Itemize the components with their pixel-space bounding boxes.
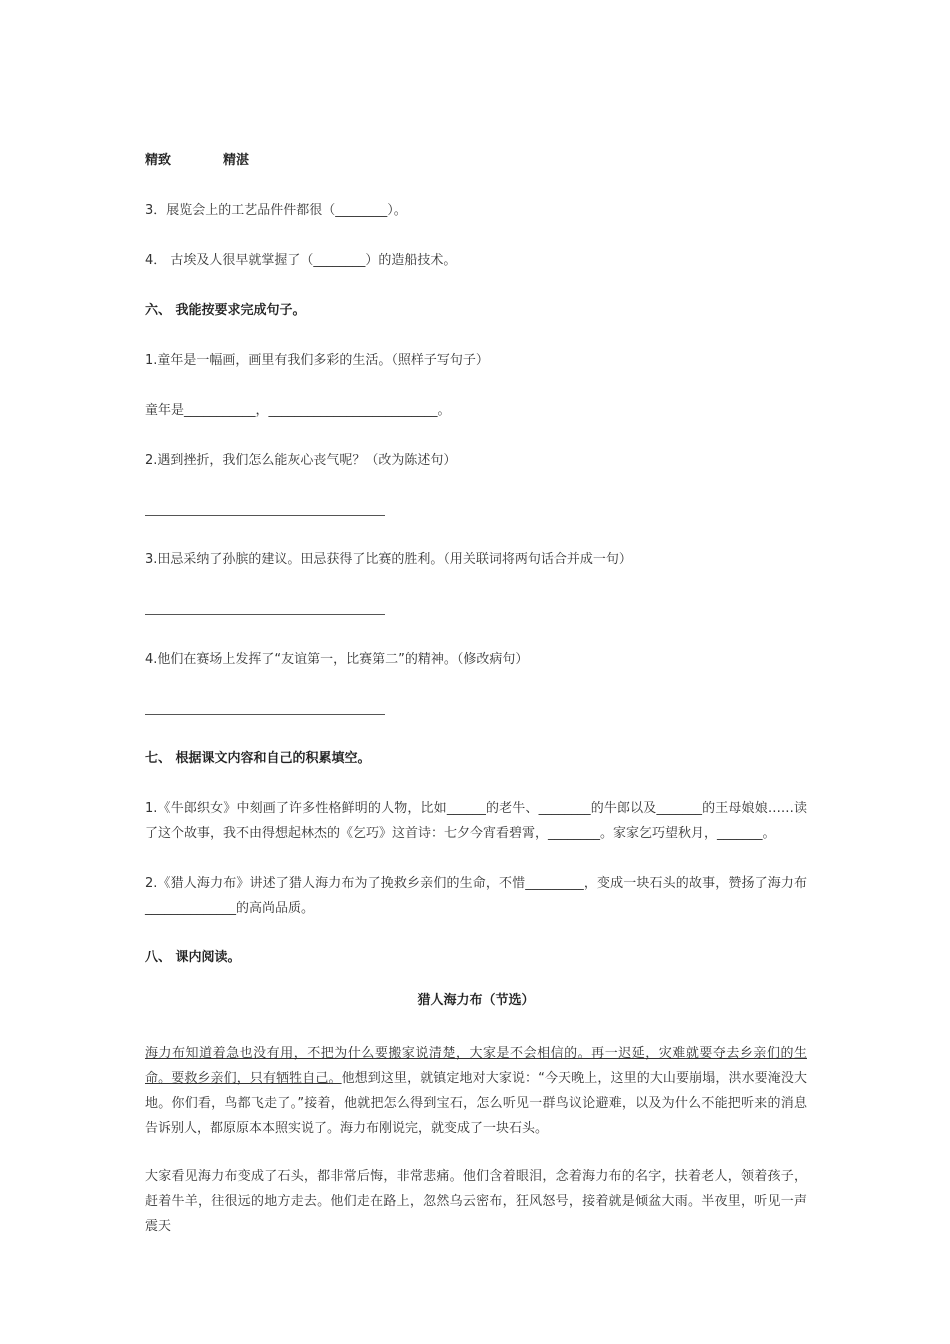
section-6-item-1-answer: 童年是___________，__________________________。 <box>145 403 451 418</box>
passage-paragraph-1 <box>145 1041 807 1141</box>
section-6-item-3: 3.田忌采纳了孙膑的建议。田忌获得了比赛的胜利。（用关联词将两句话合并成一句） <box>145 552 632 567</box>
section-7-item-2: 2.《猎人海力布》讲述了猎人海力布为了挽救乡亲们的生命，不惜_________，变成一块石头的故事，赞扬了海力布______________的高尚品质。 <box>145 876 807 916</box>
section-7-heading: 七、 根据课文内容和自己的积累填空。 <box>145 751 371 766</box>
word-choice-2: 精湛 <box>223 153 250 168</box>
answer-line-2 <box>145 515 385 516</box>
word-choices <box>145 153 249 169</box>
question-3: 3．展览会上的工艺品件件都很（________）。 <box>145 203 407 218</box>
section-6-item-1: 1.童年是一幅画，画里有我们多彩的生活。（照样子写句子） <box>145 353 489 368</box>
underlined-sentence: 海力布知道着急也没有用，不把为什么要搬家说清楚，大家是不会相信的。再一迟延，灾难就要夺去乡亲们的生命。要救乡亲们，只有牺牲自己。 <box>145 1046 807 1086</box>
section-6-heading: 六、 我能按要求完成句子。 <box>145 303 306 318</box>
answer-line-3 <box>145 614 385 615</box>
passage-title: 猎人海力布（节选） <box>417 993 535 1008</box>
section-7-item-1: 1.《牛郎织女》中刻画了许多性格鲜明的人物，比如______的老牛、________的牛郎以及_______的王母娘娘……读了这个故事，我不由得想起林杰的《乞巧》这首诗：七夕今宵看碧霄，________。家家乞巧望秋月，_______。 <box>145 801 807 841</box>
word-choice-1: 精致 <box>145 153 172 168</box>
section-6-item-2: 2.遇到挫折，我们怎么能灰心丧气呢？（改为陈述句） <box>145 453 457 468</box>
section-6-item-4: 4.他们在赛场上发挥了“友谊第一，比赛第二”的精神。（修改病句） <box>145 652 529 667</box>
passage-paragraph-1-rest: 他想到这里，就镇定地对大家说：“今天晚上，这里的大山要崩塌，洪水要淹没大地。你们看，鸟都飞走了。”接着，他就把怎么得到宝石，怎么听见一群鸟议论避难，以及为什么不能把听来的消息告诉别人，都原原本本照实说了。海力布刚说完，就变成了一块石头。 <box>145 1071 807 1136</box>
answer-line-4 <box>145 714 385 715</box>
section-8-heading: 八、 课内阅读。 <box>145 950 241 965</box>
passage-paragraph-2: 大家看见海力布变成了石头，都非常后悔，非常悲痛。他们含着眼泪，念着海力布的名字，扶着老人，领着孩子，赶着牛羊，往很远的地方走去。他们走在路上，忽然乌云密布，狂风怒号，接着就是倾盆大雨。半夜里，听见一声震天 <box>145 1169 807 1234</box>
question-4: 4． 古埃及人很早就掌握了（________）的造船技术。 <box>145 253 457 268</box>
